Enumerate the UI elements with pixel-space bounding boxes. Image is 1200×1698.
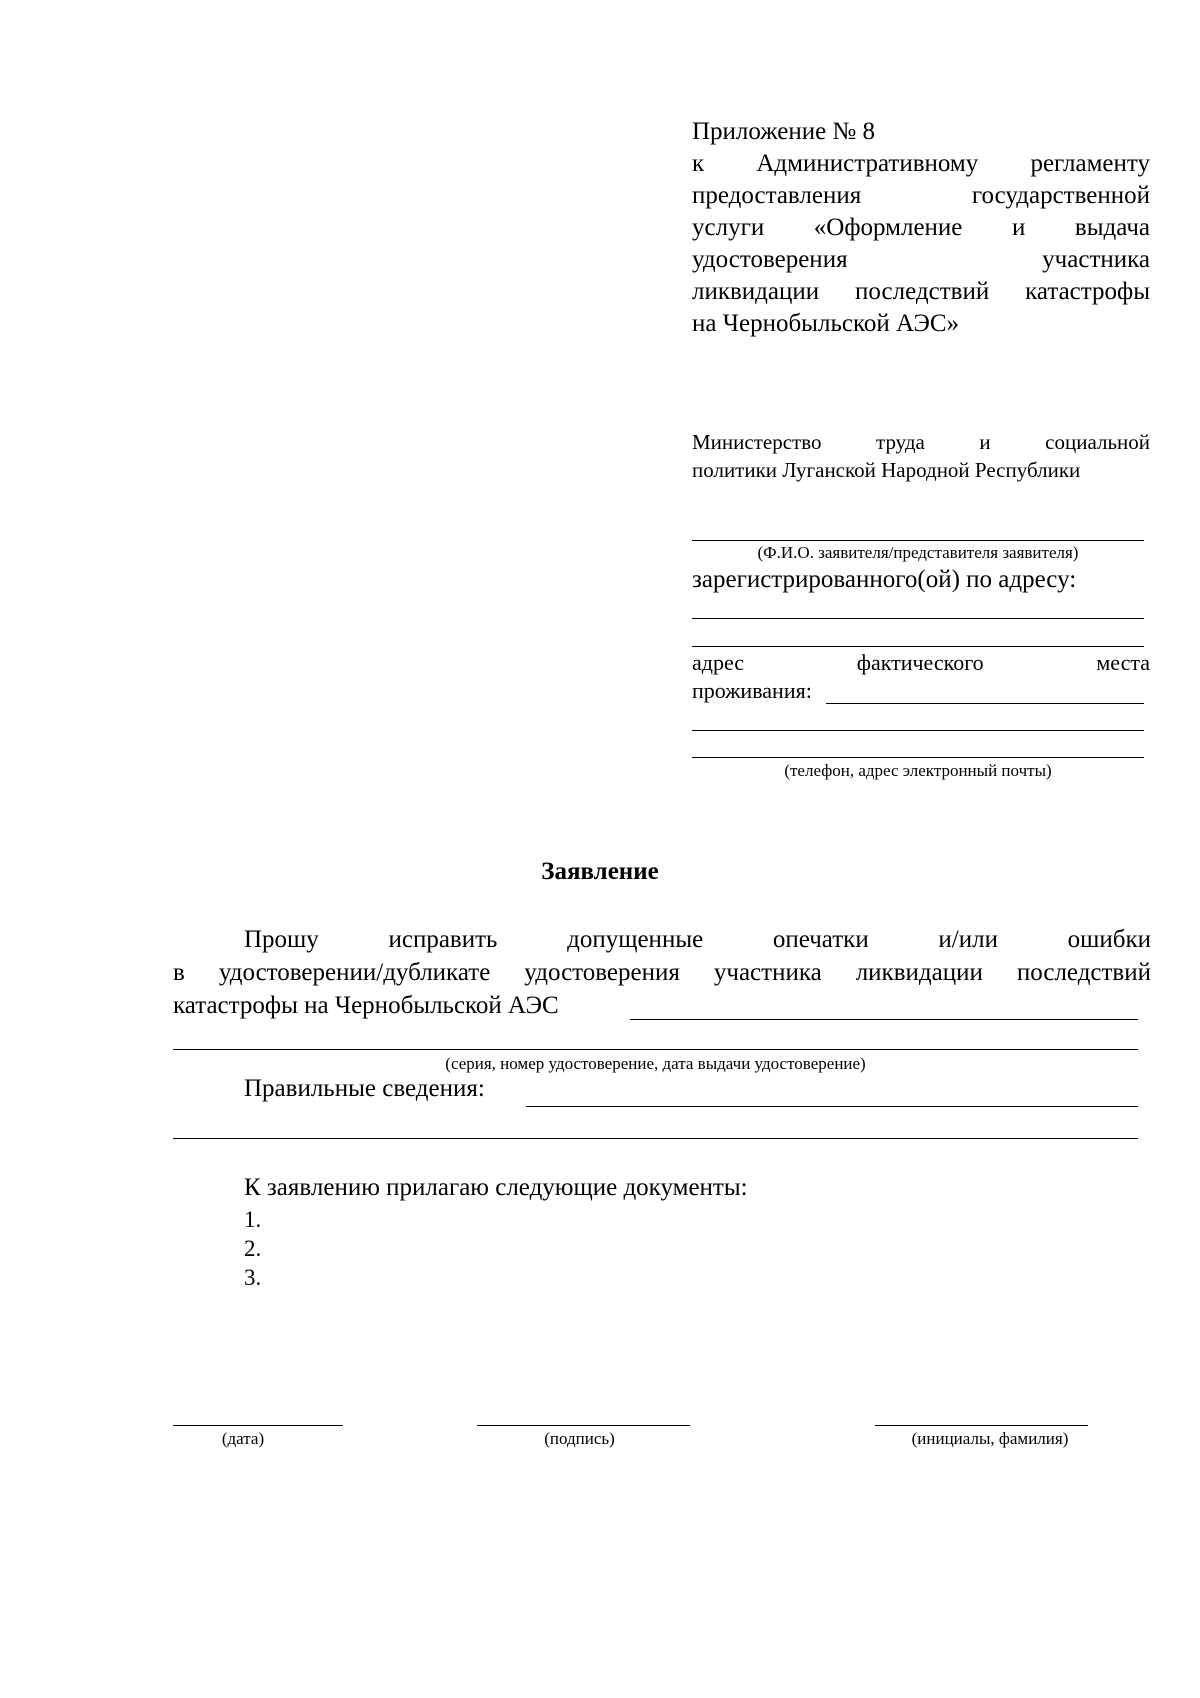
residence-label: проживания: [692, 678, 812, 703]
ministry-line: политики Луганской Народной Республики [692, 458, 1081, 482]
attachment-item: 3. [244, 1265, 262, 1290]
attachments-label: К заявлению прилагаю следующие документы: [244, 1174, 748, 1201]
certificate-inline-line[interactable] [630, 1019, 1138, 1020]
attachment-item: 2. [244, 1236, 262, 1261]
signature-line[interactable] [477, 1425, 690, 1426]
appendix-line: услуги «Оформление и выдача [692, 214, 1150, 241]
appendix-note [692, 116, 1150, 340]
actual-address-label: адрес фактического места [692, 650, 1150, 675]
residence-line-2[interactable] [692, 730, 1144, 731]
date-caption: (дата) [221, 1429, 265, 1448]
body-line: Прошу исправить допущенные опечатки и/или ошибки [244, 926, 1151, 953]
appendix-line: удостоверения участника [692, 246, 1150, 273]
appendix-line: предоставления государственной [692, 182, 1150, 209]
correct-info-line[interactable] [526, 1106, 1138, 1107]
appendix-line: к Административному регламенту [692, 150, 1150, 177]
correct-info-line-2[interactable] [173, 1138, 1138, 1139]
certificate-caption: (серия, номер удостоверение, дата выдачи удостоверение) [445, 1054, 866, 1073]
contact-caption: (телефон, адрес электронный почты) [784, 761, 1052, 780]
appendix-line: ликвидации последствий катастрофы [692, 278, 1150, 305]
correct-info-label: Правильные сведения: [244, 1075, 485, 1102]
document-title: Заявление [541, 858, 659, 885]
appendix-line: Приложение № 8 [692, 118, 876, 145]
applicant-caption: (Ф.И.О. заявителя/представителя заявителя) [757, 543, 1079, 562]
name-line[interactable] [875, 1425, 1088, 1426]
certificate-line[interactable] [173, 1049, 1138, 1050]
contact-line[interactable] [692, 757, 1144, 758]
name-caption: (инициалы, фамилия) [911, 1429, 1069, 1448]
registered-address-line-2[interactable] [692, 646, 1144, 647]
registered-address-line-1[interactable] [692, 618, 1144, 619]
statement-body [173, 923, 1151, 1022]
applicant-name-line[interactable] [692, 540, 1144, 541]
residence-line[interactable] [826, 703, 1144, 704]
date-line[interactable] [173, 1425, 343, 1426]
registered-address-label: зарегистрированного(ой) по адресу: [692, 566, 1077, 593]
appendix-line: на Чернобыльской АЭС» [692, 310, 960, 337]
body-line: в удостоверении/дубликате удостоверения участника ликвидации последствий [173, 959, 1151, 986]
signature-caption: (подпись) [544, 1429, 615, 1448]
ministry-line: Министерство труда и социальной [692, 430, 1150, 454]
body-line: катастрофы на Чернобыльской АЭС [173, 992, 559, 1019]
attachment-item: 1. [244, 1207, 262, 1232]
ministry-name [692, 428, 1150, 484]
